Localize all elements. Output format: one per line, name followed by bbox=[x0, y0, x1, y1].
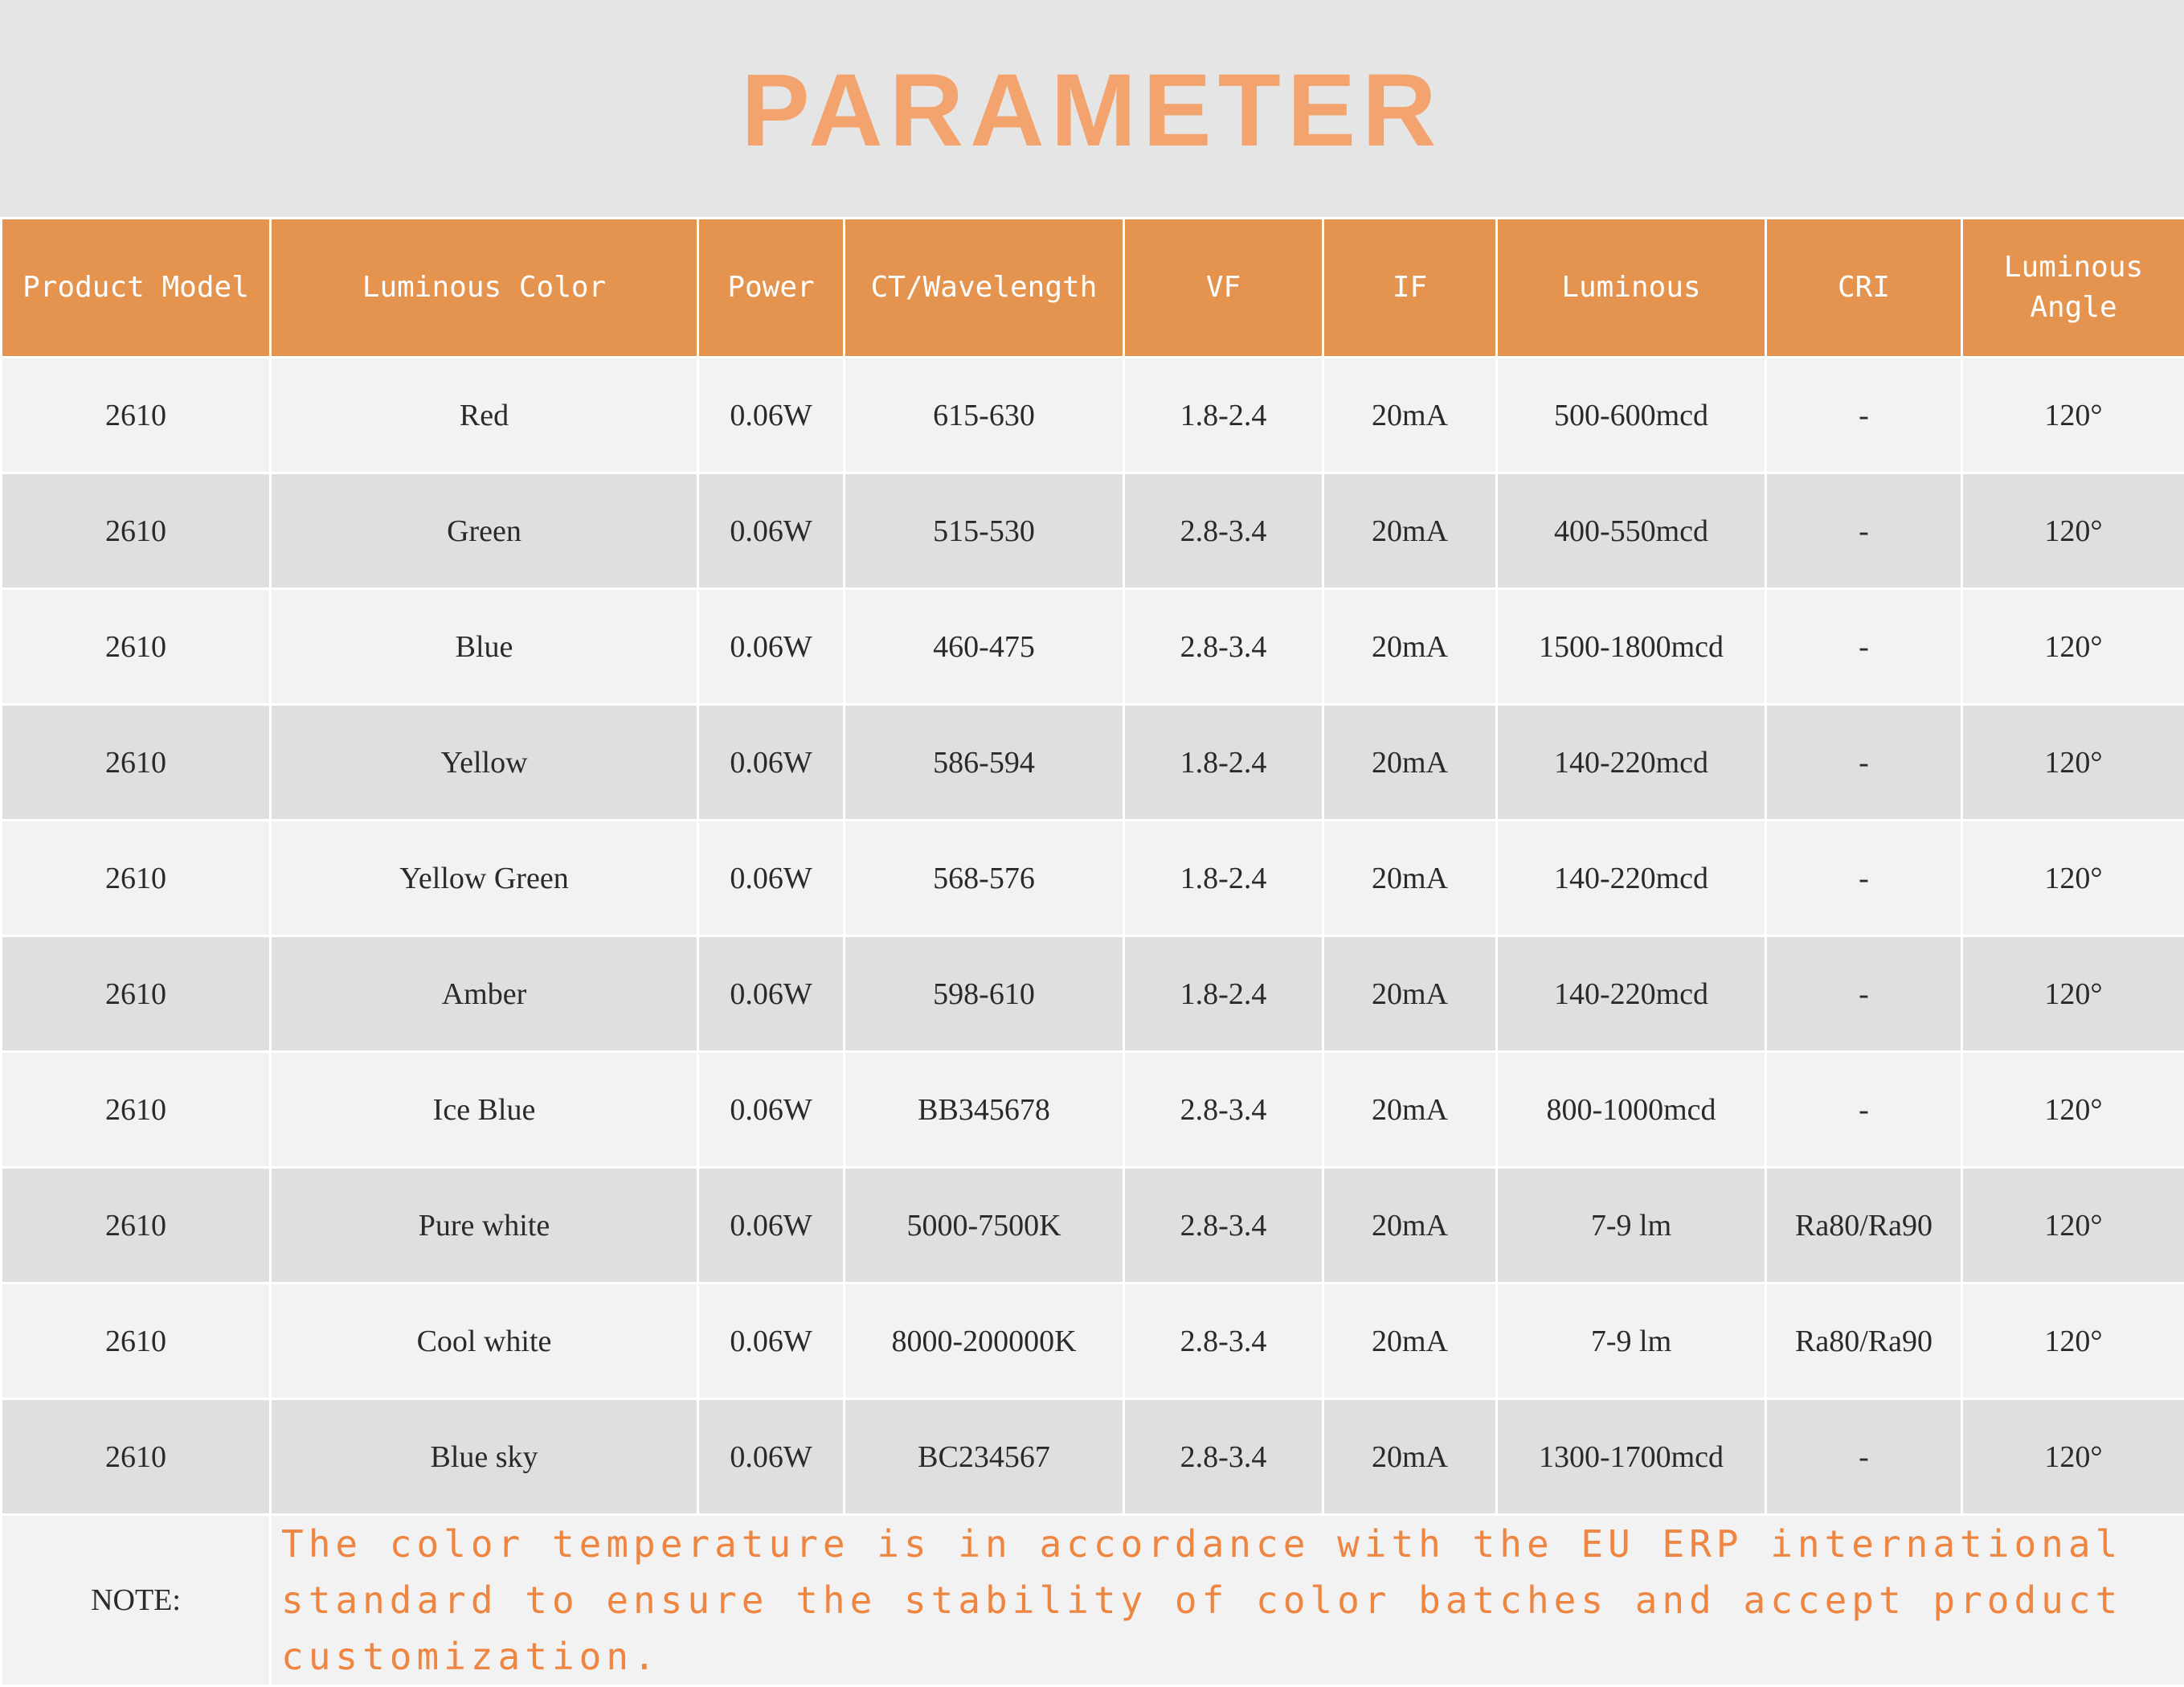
table-cell: 0.06W bbox=[698, 1399, 845, 1515]
table-cell: 2.8-3.4 bbox=[1124, 1284, 1323, 1399]
table-cell: 2610 bbox=[2, 821, 271, 936]
table-cell: 0.06W bbox=[698, 358, 845, 473]
table-row bbox=[2, 705, 2184, 821]
column-header: IF bbox=[1323, 219, 1497, 358]
table-row bbox=[2, 821, 2184, 936]
table-cell: 2610 bbox=[2, 358, 271, 473]
table-row bbox=[2, 1168, 2184, 1284]
table-cell: 2610 bbox=[2, 1284, 271, 1399]
table-cell: 7-9 lm bbox=[1497, 1168, 1766, 1284]
table-cell: 0.06W bbox=[698, 1284, 845, 1399]
table-cell: 1300-1700mcd bbox=[1497, 1399, 1766, 1515]
note-text: The color temperature is in accordance with the EU ERP international standard to ensure the stability of color batches and accept product customization. bbox=[271, 1515, 2184, 1686]
column-header: VF bbox=[1124, 219, 1323, 358]
table-cell: - bbox=[1766, 821, 1962, 936]
table-cell: 20mA bbox=[1323, 1168, 1497, 1284]
table-cell: 1.8-2.4 bbox=[1124, 821, 1323, 936]
table-cell: 0.06W bbox=[698, 473, 845, 589]
table-cell: 2.8-3.4 bbox=[1124, 1052, 1323, 1168]
table-cell: 2.8-3.4 bbox=[1124, 473, 1323, 589]
table-cell: 2610 bbox=[2, 705, 271, 821]
table-cell: 5000-7500K bbox=[845, 1168, 1124, 1284]
table-cell: 120° bbox=[1962, 1052, 2184, 1168]
table-cell: 20mA bbox=[1323, 821, 1497, 936]
table-cell: 120° bbox=[1962, 589, 2184, 705]
table-cell: 20mA bbox=[1323, 358, 1497, 473]
table-cell: Blue sky bbox=[271, 1399, 698, 1515]
table-cell: 2.8-3.4 bbox=[1124, 1168, 1323, 1284]
table-row bbox=[2, 358, 2184, 473]
table-row bbox=[2, 589, 2184, 705]
table-cell: 586-594 bbox=[845, 705, 1124, 821]
table-cell: 2610 bbox=[2, 1399, 271, 1515]
header-row bbox=[2, 219, 2184, 358]
table-cell: 400-550mcd bbox=[1497, 473, 1766, 589]
table-cell: - bbox=[1766, 705, 1962, 821]
table-cell: 1.8-2.4 bbox=[1124, 705, 1323, 821]
table-row bbox=[2, 473, 2184, 589]
table-cell: Ra80/Ra90 bbox=[1766, 1284, 1962, 1399]
table-cell: 120° bbox=[1962, 473, 2184, 589]
table-cell: 120° bbox=[1962, 1168, 2184, 1284]
table-cell: Ra80/Ra90 bbox=[1766, 1168, 1962, 1284]
table-cell: - bbox=[1766, 936, 1962, 1052]
table-cell: Ice Blue bbox=[271, 1052, 698, 1168]
table-cell: 120° bbox=[1962, 705, 2184, 821]
table-cell: 20mA bbox=[1323, 1052, 1497, 1168]
table-cell: 615-630 bbox=[845, 358, 1124, 473]
column-header: CRI bbox=[1766, 219, 1962, 358]
table-row bbox=[2, 1284, 2184, 1399]
table-cell: Cool white bbox=[271, 1284, 698, 1399]
table-cell: Pure white bbox=[271, 1168, 698, 1284]
table-cell: 20mA bbox=[1323, 705, 1497, 821]
table-row bbox=[2, 936, 2184, 1052]
table-cell: 800-1000mcd bbox=[1497, 1052, 1766, 1168]
table-body bbox=[2, 358, 2184, 1515]
table-cell: 120° bbox=[1962, 936, 2184, 1052]
table-cell: 120° bbox=[1962, 358, 2184, 473]
table-cell: 515-530 bbox=[845, 473, 1124, 589]
table-cell: BC234567 bbox=[845, 1399, 1124, 1515]
column-header: Luminous bbox=[1497, 219, 1766, 358]
table-cell: Red bbox=[271, 358, 698, 473]
table-cell: 1.8-2.4 bbox=[1124, 936, 1323, 1052]
table-cell: 140-220mcd bbox=[1497, 936, 1766, 1052]
table-cell: 2.8-3.4 bbox=[1124, 589, 1323, 705]
column-header: Luminous Color bbox=[271, 219, 698, 358]
column-header: Product Model bbox=[2, 219, 271, 358]
table-cell: 2610 bbox=[2, 589, 271, 705]
table-cell: Yellow Green bbox=[271, 821, 698, 936]
table-cell: 0.06W bbox=[698, 1168, 845, 1284]
table-cell: 120° bbox=[1962, 821, 2184, 936]
table-cell: 8000-200000K bbox=[845, 1284, 1124, 1399]
table-cell: 2.8-3.4 bbox=[1124, 1399, 1323, 1515]
column-header: Power bbox=[698, 219, 845, 358]
table-cell: - bbox=[1766, 1052, 1962, 1168]
table-cell: 0.06W bbox=[698, 821, 845, 936]
table-cell: 568-576 bbox=[845, 821, 1124, 936]
table-cell: 120° bbox=[1962, 1284, 2184, 1399]
table-cell: 500-600mcd bbox=[1497, 358, 1766, 473]
table-cell: - bbox=[1766, 589, 1962, 705]
table-cell: 20mA bbox=[1323, 589, 1497, 705]
table-row bbox=[2, 1399, 2184, 1515]
table-cell: 7-9 lm bbox=[1497, 1284, 1766, 1399]
table-cell: 460-475 bbox=[845, 589, 1124, 705]
table-cell: 140-220mcd bbox=[1497, 705, 1766, 821]
page-title: PARAMETER bbox=[741, 51, 1442, 170]
note-label: NOTE: bbox=[2, 1515, 271, 1686]
title-band bbox=[0, 0, 2184, 217]
table-cell: BB345678 bbox=[845, 1052, 1124, 1168]
note-row bbox=[2, 1515, 2184, 1686]
column-header: Luminous Angle bbox=[1962, 219, 2184, 358]
table-cell: Blue bbox=[271, 589, 698, 705]
table-cell: 20mA bbox=[1323, 1284, 1497, 1399]
column-header: CT/Wavelength bbox=[845, 219, 1124, 358]
table-cell: 0.06W bbox=[698, 936, 845, 1052]
table-cell: Yellow bbox=[271, 705, 698, 821]
table-cell: - bbox=[1766, 1399, 1962, 1515]
table-cell: 20mA bbox=[1323, 1399, 1497, 1515]
table-cell: 1500-1800mcd bbox=[1497, 589, 1766, 705]
table-cell: 2610 bbox=[2, 1168, 271, 1284]
table-cell: 20mA bbox=[1323, 936, 1497, 1052]
table-cell: 2610 bbox=[2, 473, 271, 589]
table-cell: 598-610 bbox=[845, 936, 1124, 1052]
table-cell: 0.06W bbox=[698, 705, 845, 821]
table-cell: 1.8-2.4 bbox=[1124, 358, 1323, 473]
table-cell: 140-220mcd bbox=[1497, 821, 1766, 936]
table-cell: 0.06W bbox=[698, 589, 845, 705]
table-cell: 20mA bbox=[1323, 473, 1497, 589]
table-row bbox=[2, 1052, 2184, 1168]
table-cell: 2610 bbox=[2, 1052, 271, 1168]
parameter-table bbox=[0, 217, 2184, 1687]
table-cell: Green bbox=[271, 473, 698, 589]
table-cell: Amber bbox=[271, 936, 698, 1052]
table-cell: 2610 bbox=[2, 936, 271, 1052]
table-cell: - bbox=[1766, 473, 1962, 589]
table-cell: - bbox=[1766, 358, 1962, 473]
table-cell: 120° bbox=[1962, 1399, 2184, 1515]
table-cell: 0.06W bbox=[698, 1052, 845, 1168]
